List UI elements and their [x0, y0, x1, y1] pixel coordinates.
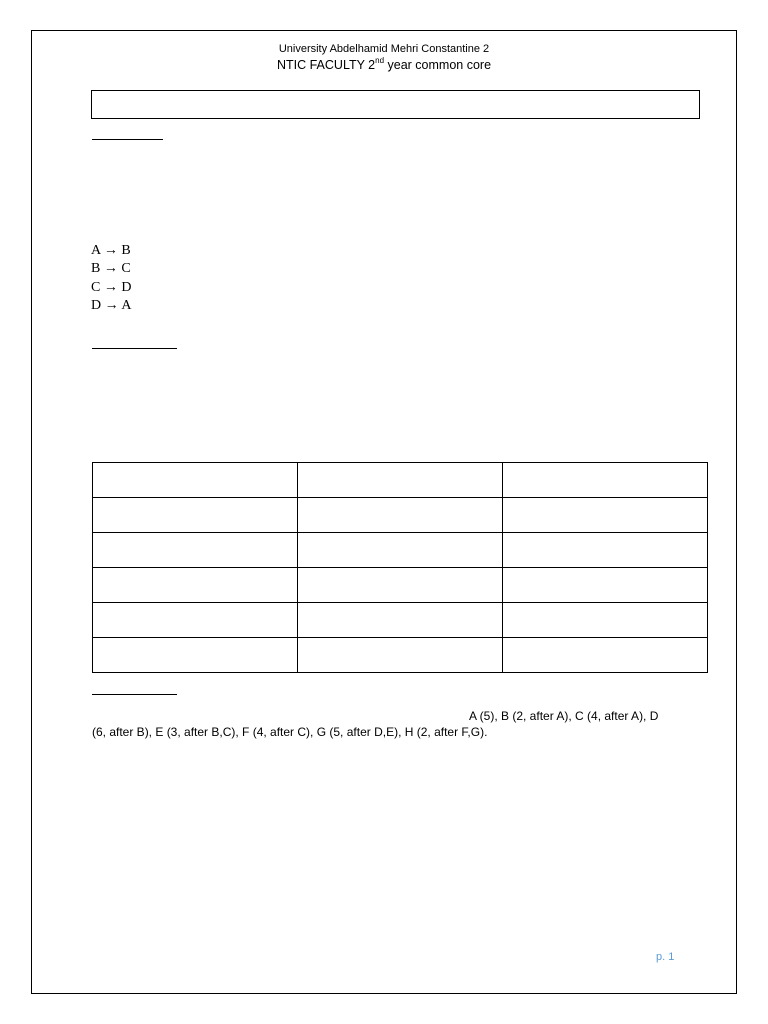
table-row — [93, 533, 708, 568]
table-cell — [298, 498, 503, 533]
table-cell — [298, 568, 503, 603]
faculty-line — [0, 58, 768, 72]
section-underline-2 — [92, 348, 177, 349]
task-list-line-2: (6, after B), E (3, after B,C), F (4, after C), G (5, after D,E), H (2, after F,G). — [92, 725, 488, 739]
faculty-superscript: nd — [375, 56, 385, 65]
table-cell — [93, 638, 298, 673]
dependency-item: C → D — [91, 279, 132, 295]
dependency-list — [91, 242, 131, 315]
table-cell — [503, 498, 708, 533]
faculty-prefix: NTIC FACULTY 2 — [276, 58, 376, 72]
table-row — [93, 638, 708, 673]
table-cell — [93, 533, 298, 568]
page-number: p. 1 — [656, 951, 675, 963]
table-cell — [298, 463, 503, 498]
dependency-item: A → B — [91, 243, 131, 258]
table-cell — [298, 533, 503, 568]
table-cell — [93, 498, 298, 533]
table-cell — [503, 568, 708, 603]
faculty-suffix: year common core — [384, 58, 492, 72]
table-cell — [503, 463, 708, 498]
table-cell — [93, 568, 298, 603]
table-row — [93, 603, 708, 638]
university-name: University Abdelhamid Mehri Constantine 2 — [278, 43, 490, 55]
section-underline-1 — [92, 139, 163, 140]
dependency-item: D → A — [91, 297, 132, 313]
table-cell — [298, 603, 503, 638]
table-cell — [503, 533, 708, 568]
table-row — [93, 463, 708, 498]
title-box — [91, 90, 700, 119]
table-cell — [93, 603, 298, 638]
table-cell — [298, 638, 503, 673]
section-underline-3 — [92, 694, 177, 695]
table-cell — [503, 603, 708, 638]
task-list-line-1: A (5), B (2, after A), C (4, after A), D — [469, 709, 659, 723]
dependency-item: B → C — [91, 261, 131, 277]
empty-table — [92, 462, 708, 673]
table-row — [93, 568, 708, 603]
table-row — [93, 498, 708, 533]
table-cell — [503, 638, 708, 673]
table-cell — [93, 463, 298, 498]
